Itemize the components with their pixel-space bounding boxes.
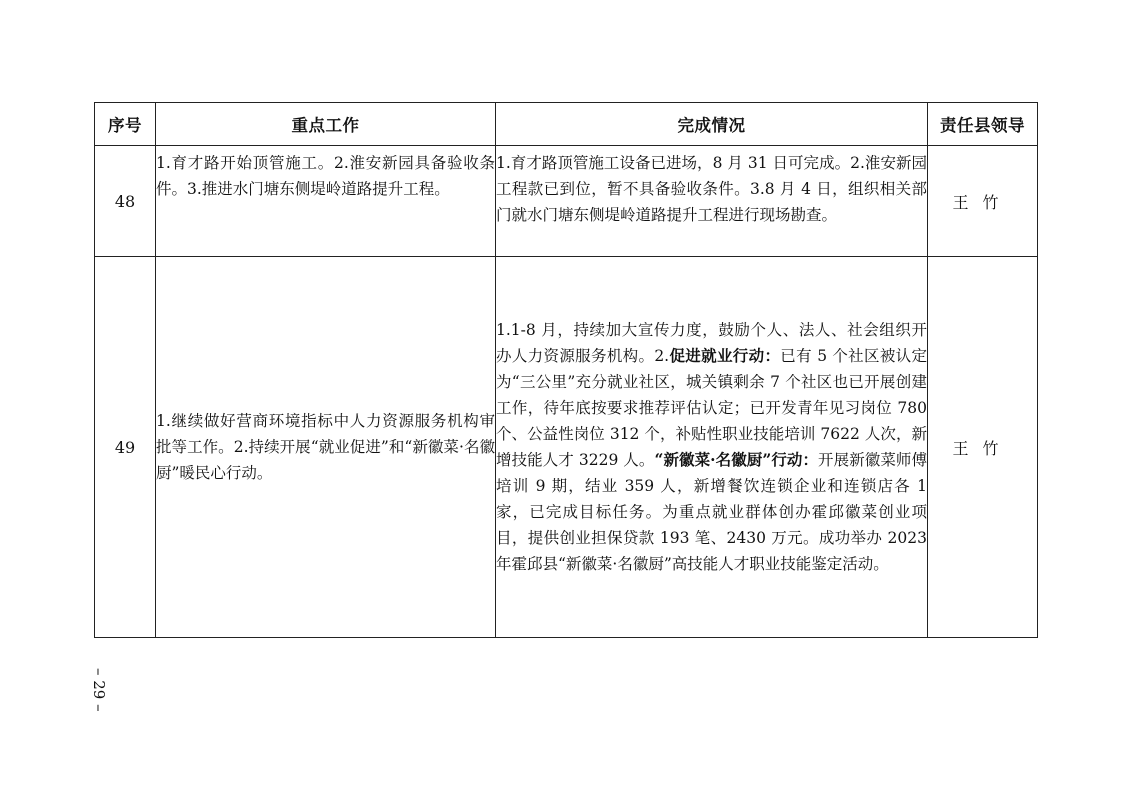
completion-bold-heading: 促进就业行动： <box>669 346 781 365</box>
row-key-work: 1.继续做好营商环境指标中人力资源服务机构审批等工作。2.持续开展“就业促进”和“新徽菜·名徽厨”暖民心行动。 <box>156 257 496 638</box>
table-row <box>95 146 1038 257</box>
work-table <box>94 102 1038 638</box>
row-leader: 王竹 <box>928 146 1038 257</box>
row-completion: 1.育才路顶管施工设备已进场，8 月 31 日可完成。2.淮安新园工程款已到位，暂不具备验收条件。3.8 月 4 日，组织相关部门就水门塘东侧堤岭道路提升工程进行现场勘查。 <box>496 146 928 257</box>
header-leader: 责任县领导 <box>928 103 1038 146</box>
row-completion <box>496 257 928 638</box>
row-key-work: 1.育才路开始顶管施工。2.淮安新园具备验收条件。3.推进水门塘东侧堤岭道路提升工程。 <box>156 146 496 257</box>
completion-text: 1.1-8 月，持续加大宣传力度，鼓励个人、法人、社会组织开办人力资源服务机构。2. <box>496 321 927 365</box>
row-seq: 48 <box>95 146 156 257</box>
row-leader: 王竹 <box>928 257 1038 638</box>
completion-bold-heading: “新徽菜·名徽厨”行动： <box>654 450 819 469</box>
row-seq: 49 <box>95 257 156 638</box>
header-seq: 序号 <box>95 103 156 146</box>
table-row <box>95 257 1038 638</box>
table-header-row <box>95 103 1038 146</box>
completion-text: 已有 5 个社区被认定为“三公里”充分就业社区，城关镇剩余 7 个社区也已开展创建工作，待年底按要求推荐评估认定；已开发青年见习岗位 780 个、公益性岗位 312 个，补贴性职业技能培训 7622 人次，新增技能人才 3229 人。 <box>496 347 928 469</box>
page-number: – 29 – <box>90 668 108 712</box>
completion-text: 开展新徽菜师傅培训 9 期，结业 359 人，新增餐饮连锁企业和连锁店各 1 家，已完成目标任务。为重点就业群体创办霍邱徽菜创业项目，提供创业担保贷款 193 笔、2430 万元。成功举办 2023 年霍邱县“新徽菜·名徽厨”高技能人才职业技能鉴定活动。 <box>496 451 927 573</box>
header-completion: 完成情况 <box>496 103 928 146</box>
header-key-work: 重点工作 <box>156 103 496 146</box>
